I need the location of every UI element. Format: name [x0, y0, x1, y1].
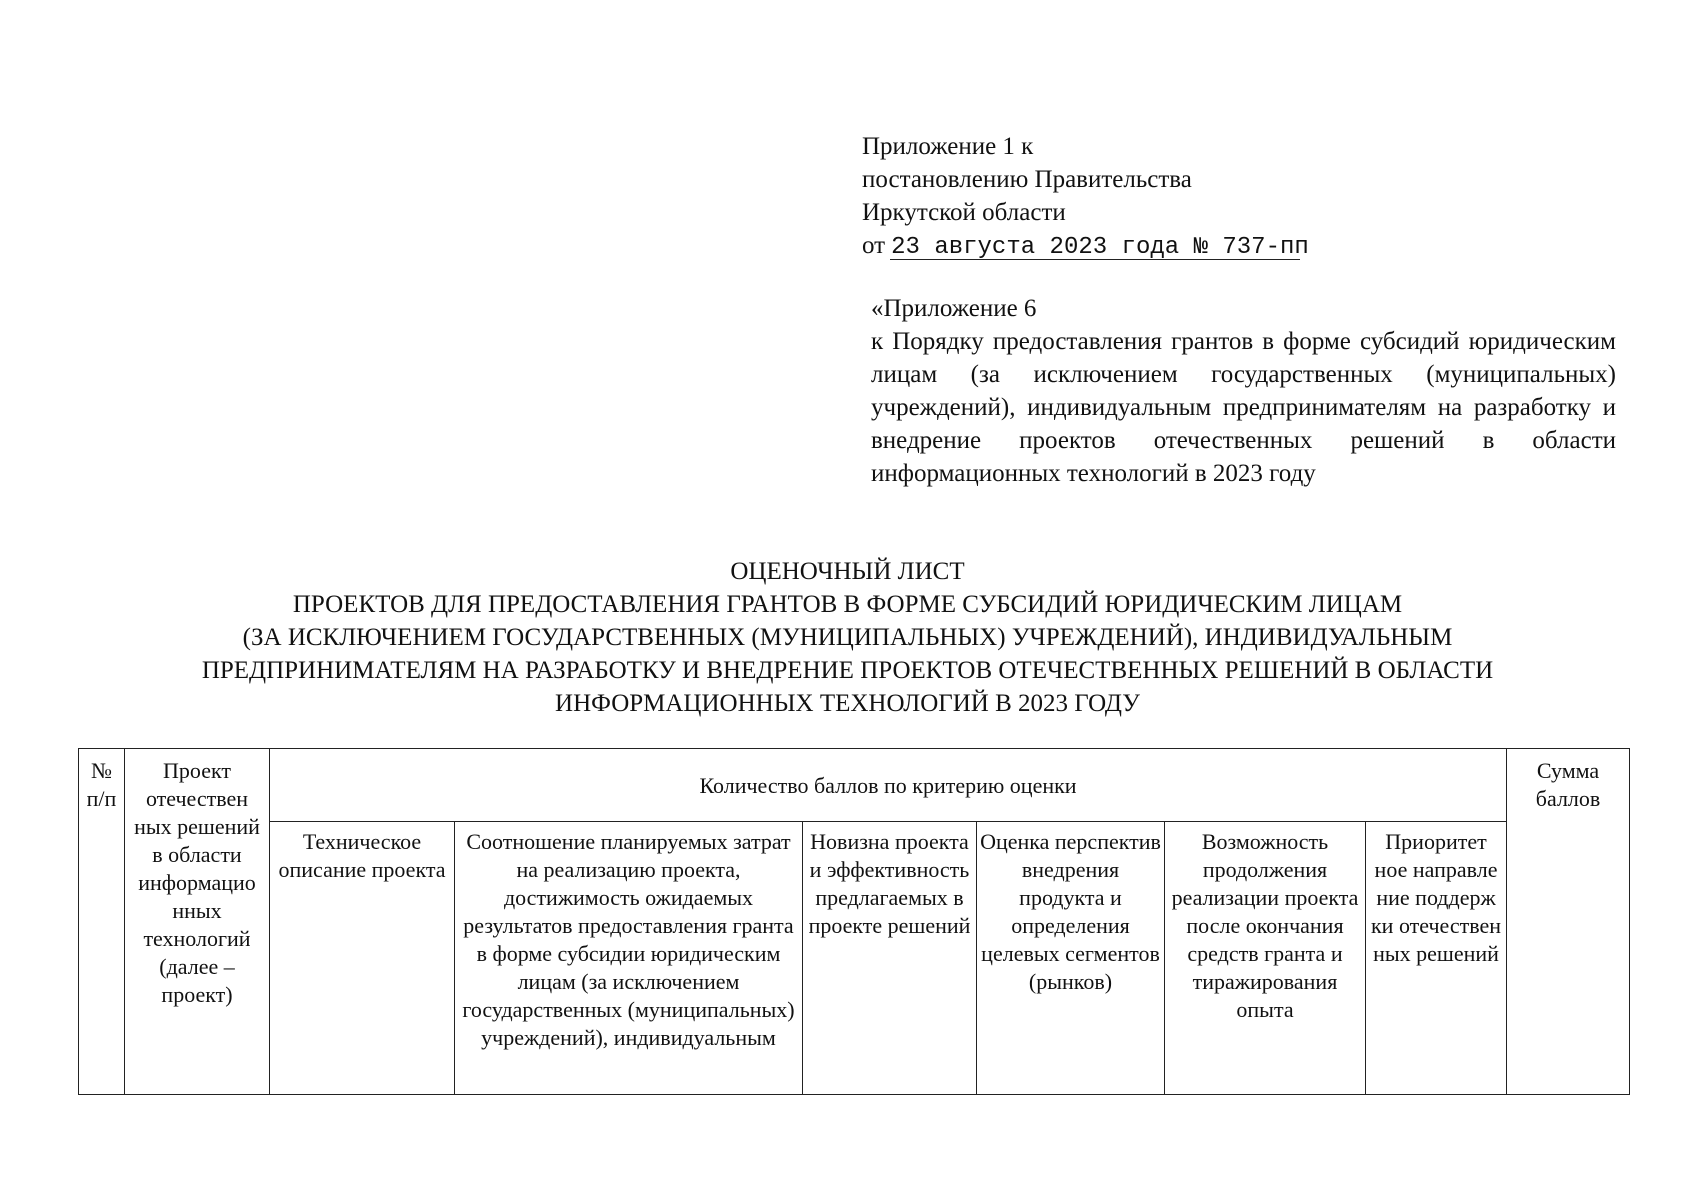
header-project: Проект отечествен ных решений в области информацио нных технологий (далее – проект) — [125, 749, 270, 1095]
criterion-cell: Соотношение планируемых затрат на реализацию проекта, достижимость ожидаемых результатов предоставления гранта в форме субсидии юридическим лицам (за исключением государственных (муниципальных) учреждений), индивидуальным — [455, 822, 803, 1095]
document-heading — [60, 555, 1635, 720]
annex-1-block — [862, 130, 1309, 264]
evaluation-table — [78, 748, 1630, 1095]
table-criteria-row — [79, 822, 1630, 1095]
table-header-row — [79, 749, 1630, 822]
heading-line-4: ПРЕДПРИНИМАТЕЛЯМ НА РАЗРАБОТКУ И ВНЕДРЕНИЕ ПРОЕКТОВ ОТЕЧЕСТВЕННЫХ РЕШЕНИЙ В ОБЛАСТИ — [201, 657, 1494, 684]
date-prefix: от — [862, 232, 886, 259]
heading-line-3: (ЗА ИСКЛЮЧЕНИЕМ ГОСУДАРСТВЕННЫХ (МУНИЦИПАЛЬНЫХ) УЧРЕЖДЕНИЙ), ИНДИВИДУАЛЬНЫМ — [242, 624, 1453, 651]
heading-line-5: ИНФОРМАЦИОННЫХ ТЕХНОЛОГИЙ В 2023 ГОДУ — [555, 690, 1140, 717]
criterion-cell: Новизна проекта и эффективность предлагаемых в проекте решений — [803, 822, 977, 1095]
criterion-cell: Возможность продолжения реализации проекта после окончания средств гранта и тиражирования опыта — [1165, 822, 1366, 1095]
annex-1-line-2: постановлению Правительства — [862, 166, 1192, 193]
criterion-cell: Приоритет ное направле ние поддерж ки отечествен ных решений — [1366, 822, 1507, 1095]
header-sum: Сумма баллов — [1507, 749, 1630, 1095]
heading-line-1: ОЦЕНОЧНЫЙ ЛИСТ — [730, 558, 965, 585]
annex-1-line-1: Приложение 1 к — [862, 133, 1034, 160]
annex-1-line-3: Иркутской области — [862, 199, 1066, 226]
date-underline — [890, 259, 1300, 260]
annex-6-body: к Порядку предоставления грантов в форме субсидий юридическим лицам (за исключением государственных (муниципальных) учреждений), индивидуальным предпринимателям на разработку и внедрение проектов отечественных решений в области информационных технологий в 2023 году — [871, 328, 1616, 487]
decree-date-number: 23 августа 2023 года № 737-пп — [891, 234, 1309, 261]
criterion-cell: Техническое описание проекта — [270, 822, 455, 1095]
annex-1-date-line — [862, 229, 1309, 264]
header-criteria-group: Количество баллов по критерию оценки — [270, 749, 1507, 822]
header-number: № п/п — [79, 749, 125, 1095]
heading-line-2: ПРОЕКТОВ ДЛЯ ПРЕДОСТАВЛЕНИЯ ГРАНТОВ В ФОРМЕ СУБСИДИЙ ЮРИДИЧЕСКИМ ЛИЦАМ — [292, 591, 1403, 618]
annex-6-block — [871, 292, 1616, 490]
annex-6-title: «Приложение 6 — [871, 295, 1037, 322]
criterion-cell: Оценка перспектив внедрения продукта и определения целевых сегментов (рынков) — [977, 822, 1165, 1095]
